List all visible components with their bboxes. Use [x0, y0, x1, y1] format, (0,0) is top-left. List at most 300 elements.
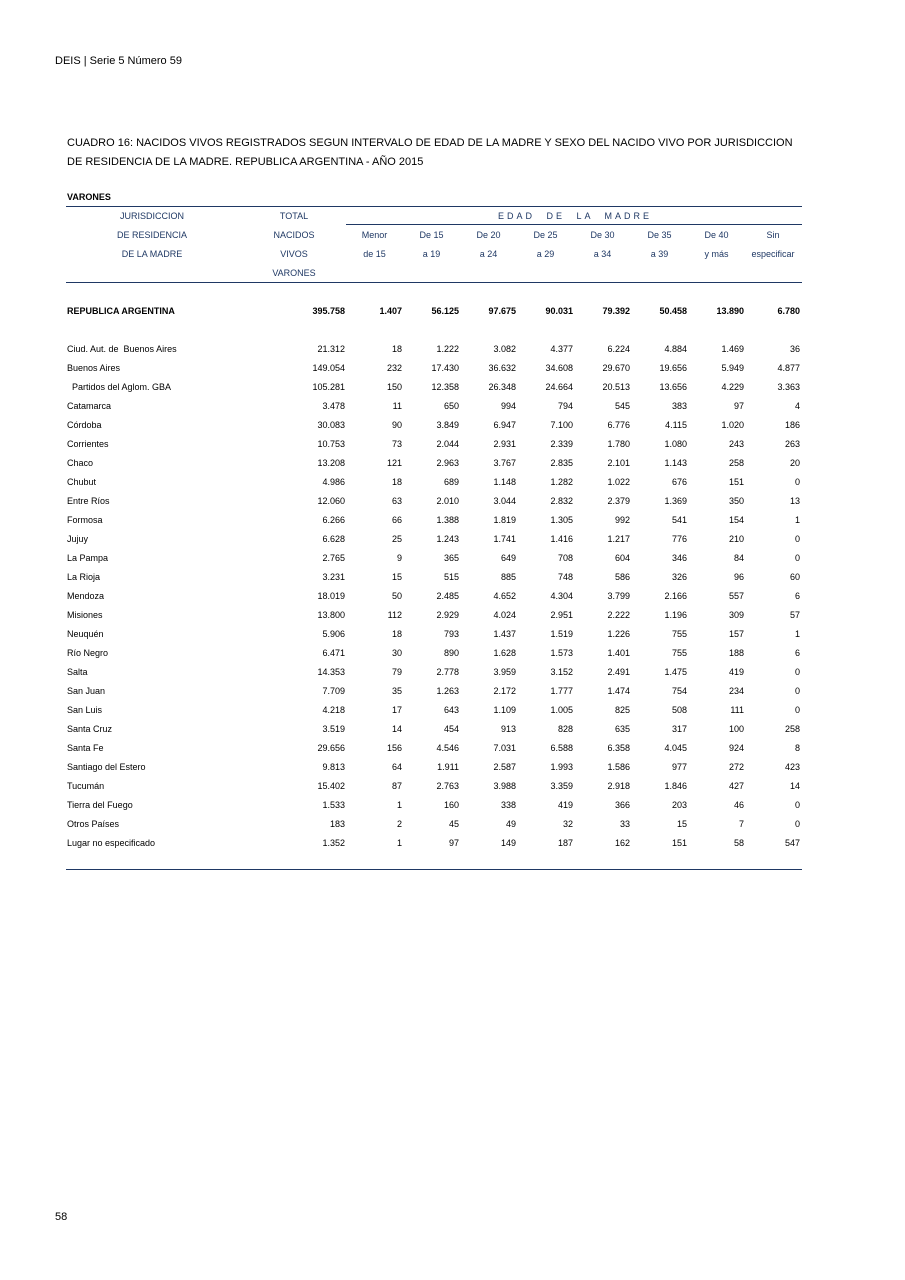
age-group-7-value: 427 [728, 781, 744, 791]
age-group-8-value: 0 [794, 553, 800, 563]
age-group-5-value: 1.586 [607, 762, 630, 772]
jurisdiction-name: Partidos del Aglom. GBA [67, 382, 172, 392]
total-value: 1.352 [322, 838, 345, 848]
age-group-1-value: 232 [386, 363, 402, 373]
header-age-group-1-line-2: de 15 [363, 249, 386, 259]
age-group-6-value: 1.196 [664, 610, 687, 620]
total-value: 3.231 [322, 572, 345, 582]
age-group-7-value: 97 [733, 401, 744, 411]
age-group-6-value: 4.045 [664, 743, 687, 753]
age-group-3-value: 1.819 [493, 515, 516, 525]
age-group-1-value: 15 [391, 572, 402, 582]
jurisdiction-name: Tucumán [67, 781, 105, 791]
age-group-6-value: 2.166 [664, 591, 687, 601]
total-value: 6.471 [322, 648, 345, 658]
age-group-1-value: 66 [391, 515, 402, 525]
age-group-3-value: 1.109 [493, 705, 516, 715]
jurisdiction-name: Mendoza [67, 591, 105, 601]
age-group-1-value: 121 [386, 458, 402, 468]
age-group-8-value: 4 [794, 401, 800, 411]
age-group-5-value: 1.217 [607, 534, 630, 544]
age-group-1-value: 1.407 [379, 306, 402, 316]
jurisdiction-name: Misiones [67, 610, 103, 620]
age-group-1-value: 18 [391, 477, 402, 487]
age-group-1-value: 150 [386, 382, 402, 392]
age-group-4-value: 3.359 [550, 781, 573, 791]
age-group-4-value: 7.100 [550, 420, 573, 430]
header-age-group-3-line-2: a 24 [479, 249, 498, 259]
age-group-8-value: 0 [794, 534, 800, 544]
total-value: 10.753 [317, 439, 345, 449]
table-title-line-2: DE RESIDENCIA DE LA MADRE. REPUBLICA ARGENTINA - AÑO 2015 [67, 156, 424, 168]
age-group-7-value: 157 [728, 629, 744, 639]
age-group-3-value: 4.024 [493, 610, 516, 620]
age-group-8-value: 57 [789, 610, 800, 620]
age-group-7-value: 258 [728, 458, 744, 468]
age-group-4-value: 4.304 [550, 591, 573, 601]
age-group-1-value: 17 [391, 705, 402, 715]
age-group-6-value: 203 [671, 800, 687, 810]
age-group-3-value: 7.031 [493, 743, 516, 753]
age-group-4-value: 748 [557, 572, 573, 582]
total-value: 13.208 [317, 458, 345, 468]
table-row [66, 340, 802, 359]
age-group-3-value: 1.148 [493, 477, 516, 487]
total-value: 105.281 [312, 382, 345, 392]
age-group-1-value: 14 [391, 724, 402, 734]
age-group-3-value: 1.437 [493, 629, 516, 639]
age-group-8-value: 0 [794, 686, 800, 696]
total-value: 29.656 [317, 743, 345, 753]
age-group-6-value: 50.458 [659, 306, 687, 316]
age-group-8-value: 3.363 [777, 382, 800, 392]
age-group-6-value: 15 [676, 819, 687, 829]
header-age-group-7-line-1: De 40 [704, 230, 729, 240]
age-group-1-value: 50 [391, 591, 402, 601]
total-value: 395.758 [312, 306, 345, 316]
age-group-6-value: 19.656 [659, 363, 687, 373]
national-total-row [66, 302, 802, 321]
jurisdiction-name: Tierra del Fuego [67, 800, 133, 810]
age-group-3-value: 885 [500, 572, 516, 582]
age-group-4-value: 708 [557, 553, 573, 563]
header-age-group-4-line-1: De 25 [533, 230, 558, 240]
age-group-1-value: 64 [391, 762, 402, 772]
total-value: 2.765 [322, 553, 345, 563]
age-group-4-value: 3.152 [550, 667, 573, 677]
age-group-8-value: 6.780 [777, 306, 800, 316]
header-age-group-8-line-1: Sin [766, 230, 780, 240]
jurisdiction-name: La Pampa [67, 553, 109, 563]
age-group-4-value: 6.588 [550, 743, 573, 753]
age-group-4-value: 24.664 [545, 382, 573, 392]
age-group-4-value: 4.377 [550, 344, 573, 354]
age-group-5-value: 6.776 [607, 420, 630, 430]
jurisdiction-name: Neuquén [67, 629, 104, 639]
age-group-8-value: 547 [784, 838, 800, 848]
age-group-5-value: 3.799 [607, 591, 630, 601]
age-group-3-value: 3.988 [493, 781, 516, 791]
age-group-2-value: 454 [443, 724, 459, 734]
age-group-6-value: 317 [671, 724, 687, 734]
age-group-3-value: 2.587 [493, 762, 516, 772]
age-group-4-value: 34.608 [545, 363, 573, 373]
age-group-8-value: 423 [784, 762, 800, 772]
age-group-7-value: 419 [728, 667, 744, 677]
table-row [66, 739, 802, 758]
header-top-rule [66, 206, 802, 207]
header-age-group-7-line-2: y más [704, 249, 729, 259]
age-group-5-value: 1.022 [607, 477, 630, 487]
age-group-6-value: 4.884 [664, 344, 687, 354]
age-group-3-value: 4.652 [493, 591, 516, 601]
age-group-7-value: 58 [733, 838, 744, 848]
age-group-7-value: 234 [728, 686, 744, 696]
age-group-1-value: 18 [391, 629, 402, 639]
age-group-2-value: 793 [443, 629, 459, 639]
age-group-2-value: 4.546 [436, 743, 459, 753]
total-value: 1.533 [322, 800, 345, 810]
header-total-2: NACIDOS [273, 230, 315, 240]
age-group-5-value: 33 [619, 819, 630, 829]
total-value: 5.906 [322, 629, 345, 639]
age-group-7-value: 557 [728, 591, 744, 601]
header-age-group-4-line-2: a 29 [536, 249, 555, 259]
table-row [66, 378, 802, 397]
age-group-3-value: 149 [500, 838, 516, 848]
age-group-5-value: 2.222 [607, 610, 630, 620]
age-group-7-value: 154 [728, 515, 744, 525]
age-group-1-value: 79 [391, 667, 402, 677]
header-age-group-2-line-1: De 15 [419, 230, 444, 240]
age-group-4-value: 1.993 [550, 762, 573, 772]
age-group-7-value: 1.020 [721, 420, 744, 430]
age-group-5-value: 2.379 [607, 496, 630, 506]
age-group-4-value: 1.005 [550, 705, 573, 715]
age-group-2-value: 1.222 [436, 344, 459, 354]
header-jurisdiction-1: JURISDICCION [119, 211, 184, 221]
total-value: 3.478 [322, 401, 345, 411]
age-group-8-value: 0 [794, 477, 800, 487]
age-group-2-value: 2.010 [436, 496, 459, 506]
age-group-2-value: 2.044 [436, 439, 459, 449]
age-group-5-value: 1.780 [607, 439, 630, 449]
age-group-3-value: 1.628 [493, 648, 516, 658]
table-row [66, 587, 802, 606]
age-group-4-value: 90.031 [545, 306, 573, 316]
age-group-1-value: 2 [396, 819, 402, 829]
age-group-4-value: 1.282 [550, 477, 573, 487]
age-group-4-value: 187 [557, 838, 573, 848]
age-group-7-value: 46 [733, 800, 744, 810]
age-group-8-value: 6 [794, 648, 800, 658]
age-group-6-value: 1.475 [664, 667, 687, 677]
age-group-6-value: 776 [671, 534, 687, 544]
age-group-3-value: 649 [500, 553, 516, 563]
age-group-4-value: 2.339 [550, 439, 573, 449]
age-group-2-value: 2.963 [436, 458, 459, 468]
header-bottom-rule [66, 282, 802, 283]
jurisdiction-name: Formosa [67, 515, 103, 525]
table-title [67, 134, 793, 172]
age-group-6-value: 754 [671, 686, 687, 696]
age-group-6-value: 1.080 [664, 439, 687, 449]
age-group-8-value: 0 [794, 705, 800, 715]
age-group-6-value: 151 [671, 838, 687, 848]
age-group-5-value: 825 [614, 705, 630, 715]
total-value: 18.019 [317, 591, 345, 601]
age-group-8-value: 0 [794, 800, 800, 810]
age-group-2-value: 2.485 [436, 591, 459, 601]
age-group-7-value: 84 [733, 553, 744, 563]
age-group-7-value: 350 [728, 496, 744, 506]
age-group-2-value: 97 [448, 838, 459, 848]
age-group-8-value: 60 [789, 572, 800, 582]
table-row [66, 416, 802, 435]
age-group-7-value: 13.890 [716, 306, 744, 316]
jurisdiction-name: Chubut [67, 477, 97, 487]
age-group-8-value: 6 [794, 591, 800, 601]
age-group-5-value: 2.101 [607, 458, 630, 468]
age-group-6-value: 1.143 [664, 458, 687, 468]
age-group-3-value: 338 [500, 800, 516, 810]
age-group-1-value: 156 [386, 743, 402, 753]
jurisdiction-name: Chaco [67, 458, 94, 468]
age-group-1-value: 87 [391, 781, 402, 791]
age-group-4-value: 1.519 [550, 629, 573, 639]
header-age-group-6-line-1: De 35 [647, 230, 672, 240]
age-group-5-value: 6.358 [607, 743, 630, 753]
age-group-7-value: 188 [728, 648, 744, 658]
age-group-2-value: 515 [443, 572, 459, 582]
total-value: 15.402 [317, 781, 345, 791]
table-row [66, 454, 802, 473]
age-group-8-value: 258 [784, 724, 800, 734]
age-group-3-value: 36.632 [488, 363, 516, 373]
age-group-3-value: 26.348 [488, 382, 516, 392]
age-group-1-value: 9 [396, 553, 402, 563]
total-value: 3.519 [322, 724, 345, 734]
table-row [66, 530, 802, 549]
age-group-4-value: 419 [557, 800, 573, 810]
age-group-6-value: 676 [671, 477, 687, 487]
table-row [66, 682, 802, 701]
age-group-3-value: 6.947 [493, 420, 516, 430]
age-group-7-value: 210 [728, 534, 744, 544]
age-group-8-value: 1 [794, 629, 800, 639]
jurisdiction-name: Corrientes [67, 439, 109, 449]
age-group-7-value: 96 [733, 572, 744, 582]
age-group-7-value: 5.949 [721, 363, 744, 373]
age-group-6-value: 755 [671, 648, 687, 658]
age-group-7-value: 309 [728, 610, 744, 620]
age-group-5-value: 635 [614, 724, 630, 734]
table-row [66, 397, 802, 416]
header-total-4: VARONES [272, 268, 316, 278]
jurisdiction-name: Ciud. Aut. de Buenos Aires [67, 344, 177, 354]
age-group-5-value: 29.670 [602, 363, 630, 373]
age-group-1-value: 112 [387, 610, 402, 620]
age-group-8-value: 263 [784, 439, 800, 449]
age-group-6-value: 346 [671, 553, 687, 563]
age-group-5-value: 366 [614, 800, 630, 810]
total-value: 9.813 [322, 762, 345, 772]
table-bottom-rule [66, 869, 802, 870]
total-value: 183 [329, 819, 345, 829]
section-label: VARONES [67, 192, 111, 202]
header-jurisdiction-2: DE RESIDENCIA [116, 230, 187, 240]
table-row [66, 758, 802, 777]
age-group-4-value: 1.416 [550, 534, 573, 544]
jurisdiction-name: Córdoba [67, 420, 102, 430]
total-value: 4.218 [322, 705, 345, 715]
jurisdiction-name: Santiago del Estero [67, 762, 146, 772]
header-age-group-8-line-2: especificar [751, 249, 795, 259]
age-group-6-value: 13.656 [659, 382, 687, 392]
age-group-8-value: 20 [789, 458, 800, 468]
total-value: 7.709 [322, 686, 345, 696]
age-group-7-value: 100 [728, 724, 744, 734]
age-group-3-value: 3.044 [493, 496, 516, 506]
age-group-4-value: 828 [557, 724, 573, 734]
table-row [66, 435, 802, 454]
table-row [66, 720, 802, 739]
age-group-4-value: 2.835 [550, 458, 573, 468]
age-group-7-value: 4.229 [721, 382, 744, 392]
table-row [66, 473, 802, 492]
total-value: 12.060 [317, 496, 345, 506]
jurisdiction-name: Salta [67, 667, 88, 677]
age-group-8-value: 0 [794, 819, 800, 829]
age-group-6-value: 383 [671, 401, 687, 411]
age-group-7-value: 1.469 [721, 344, 744, 354]
age-group-2-value: 1.911 [437, 762, 459, 772]
table-row [66, 834, 802, 853]
age-group-2-value: 643 [443, 705, 459, 715]
age-group-5-value: 2.918 [607, 781, 630, 791]
age-group-1-value: 63 [391, 496, 402, 506]
age-group-8-value: 14 [789, 781, 800, 791]
age-group-1-value: 35 [391, 686, 402, 696]
total-value: 13.800 [317, 610, 345, 620]
age-group-4-value: 1.777 [550, 686, 573, 696]
age-group-5-value: 1.474 [607, 686, 630, 696]
age-group-5-value: 992 [614, 515, 630, 525]
age-group-4-value: 2.951 [550, 610, 573, 620]
table-row [66, 777, 802, 796]
jurisdiction-name: Río Negro [67, 648, 109, 658]
age-group-5-value: 1.226 [607, 629, 630, 639]
table-row [66, 492, 802, 511]
age-group-1-value: 18 [391, 344, 402, 354]
running-head: DEIS | Serie 5 Número 59 [55, 55, 182, 67]
age-group-3-value: 2.172 [493, 686, 516, 696]
age-group-3-value: 49 [505, 819, 516, 829]
age-group-7-value: 924 [728, 743, 744, 753]
age-group-2-value: 890 [443, 648, 459, 658]
age-group-2-value: 689 [443, 477, 459, 487]
age-group-5-value: 162 [614, 838, 630, 848]
total-value: 6.266 [322, 515, 345, 525]
header-total-1: TOTAL [279, 211, 309, 221]
header-age-group-6-line-2: a 39 [650, 249, 669, 259]
jurisdiction-name: REPUBLICA ARGENTINA [67, 306, 175, 316]
age-group-1-value: 25 [391, 534, 402, 544]
jurisdiction-name: San Juan [67, 686, 106, 696]
total-value: 21.312 [317, 344, 345, 354]
age-group-6-value: 1.369 [664, 496, 687, 506]
age-group-8-value: 36 [789, 344, 800, 354]
age-group-2-value: 1.243 [436, 534, 459, 544]
age-group-7-value: 111 [730, 705, 744, 715]
age-group-2-value: 650 [443, 401, 459, 411]
age-group-8-value: 13 [789, 496, 800, 506]
age-group-3-value: 1.741 [493, 534, 516, 544]
age-group-1-value: 1 [396, 800, 402, 810]
jurisdiction-name: Lugar no especificado [67, 838, 156, 848]
header-age-group-1-line-1: Menor [361, 230, 388, 240]
age-group-8-value: 8 [794, 743, 800, 753]
age-group-2-value: 2.929 [436, 610, 459, 620]
age-group-4-value: 32 [562, 819, 573, 829]
age-group-7-value: 7 [738, 819, 744, 829]
age-group-5-value: 1.401 [607, 648, 630, 658]
table-row [66, 625, 802, 644]
age-group-3-value: 3.959 [493, 667, 516, 677]
table-row [66, 644, 802, 663]
age-group-2-value: 1.388 [436, 515, 459, 525]
table-row [66, 549, 802, 568]
jurisdiction-name: Otros Países [67, 819, 120, 829]
age-group-3-value: 913 [500, 724, 516, 734]
age-group-6-value: 1.846 [664, 781, 687, 791]
age-group-4-value: 1.573 [550, 648, 573, 658]
table-row [66, 815, 802, 834]
jurisdiction-name: San Luis [67, 705, 103, 715]
age-group-1-value: 73 [391, 439, 402, 449]
header-age-group-3-line-1: De 20 [476, 230, 501, 240]
age-group-5-value: 604 [614, 553, 630, 563]
age-group-2-value: 365 [443, 553, 459, 563]
table-row [66, 663, 802, 682]
total-value: 30.083 [317, 420, 345, 430]
table-row [66, 359, 802, 378]
age-group-3-value: 3.082 [493, 344, 516, 354]
age-group-3-value: 2.931 [493, 439, 516, 449]
age-span-rule [346, 224, 802, 225]
header-age-span-label: EDAD DE LA MADRE [497, 211, 653, 221]
table-title-line-1: CUADRO 16: NACIDOS VIVOS REGISTRADOS SEGUN INTERVALO DE EDAD DE LA MADRE Y SEXO DEL NACIDO VIVO POR JURISDICCION [67, 137, 793, 149]
age-group-6-value: 508 [671, 705, 687, 715]
jurisdiction-name: La Rioja [67, 572, 101, 582]
page-number: 58 [55, 1211, 68, 1223]
age-group-5-value: 20.513 [602, 382, 630, 392]
age-group-3-value: 3.767 [493, 458, 516, 468]
age-group-5-value: 6.224 [607, 344, 630, 354]
jurisdiction-name: Buenos Aires [67, 363, 121, 373]
table-row [66, 701, 802, 720]
age-group-2-value: 17.430 [431, 363, 459, 373]
jurisdiction-name: Santa Fe [67, 743, 104, 753]
age-group-2-value: 3.849 [436, 420, 459, 430]
age-group-2-value: 1.263 [436, 686, 459, 696]
header-jurisdiction-3: DE LA MADRE [121, 249, 183, 259]
jurisdiction-name: Entre Ríos [67, 496, 110, 506]
table-row [66, 606, 802, 625]
age-group-5-value: 79.392 [602, 306, 630, 316]
age-group-1-value: 90 [391, 420, 402, 430]
age-group-4-value: 794 [557, 401, 573, 411]
